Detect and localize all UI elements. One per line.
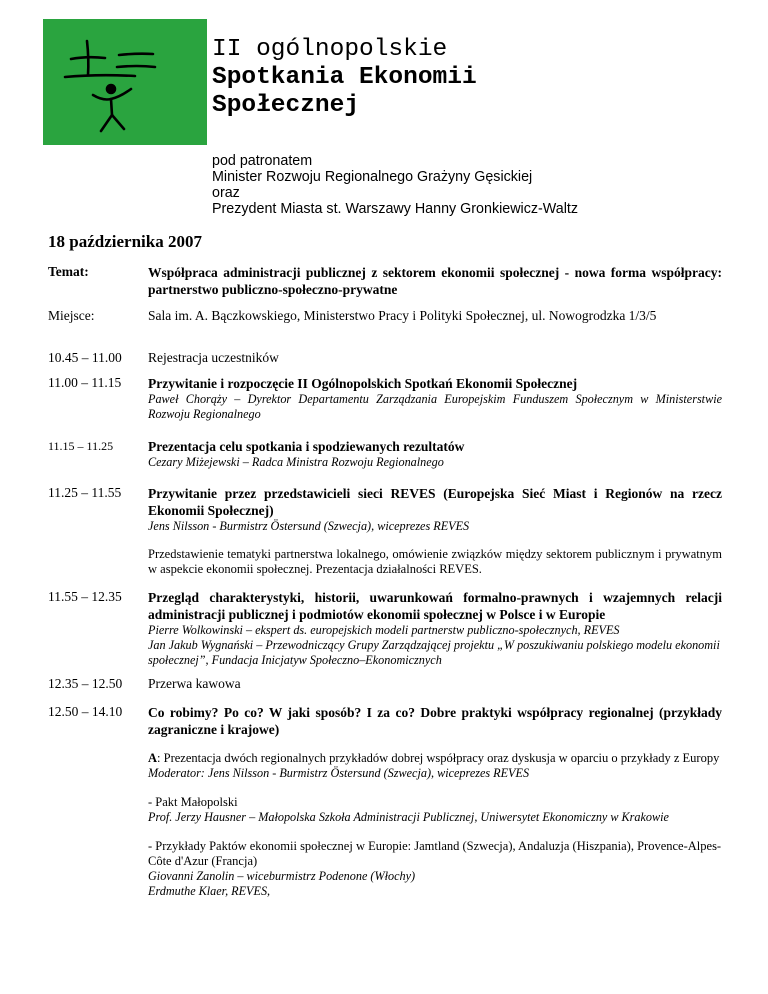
patronage-block <box>212 153 578 217</box>
topic-text: Współpraca administracji publicznej z sektorem ekonomii społecznej - nowa forma współpracy: partnerstwo publiczno-społeczno-prywatne <box>148 265 722 297</box>
patronage-line-3: oraz <box>212 185 240 201</box>
patronage-line-1: pod patronatem <box>212 153 313 169</box>
plus-minus-figure-logo <box>43 19 207 145</box>
event-title-line-1: II ogólnopolskie <box>212 36 448 63</box>
agenda-time: 11.55 – 12.35 <box>48 589 122 604</box>
agenda-time: 10.45 – 11.00 <box>48 350 122 365</box>
patronage-line-2: Minister Rozwoju Regionalnego Grażyny Gęsickiej <box>212 169 533 185</box>
agenda-speaker: Jan Jakub Wygnański – Przewodniczący Grupy Zarządzającej projektu „W poszukiwaniu polskiego modelu ekonomii społecznej”, Fundacja Inicjatyw Społeczno–Ekonomicznych <box>148 638 720 667</box>
agenda-time: 11.15 – 11.25 <box>48 439 114 453</box>
agenda-title: Przywitanie i rozpoczęcie II Ogólnopolskich Spotkań Ekonomii Społecznej <box>148 376 578 391</box>
agenda-speaker: Pierre Wolkowinski – ekspert ds. europejskich modeli partnerstw publiczno-społecznych, REVES <box>148 623 620 637</box>
event-title <box>212 36 477 120</box>
agenda-title: Przegląd charakterystyki, historii, uwarunkowań formalno-prawnych i wzajemnych relacji administracji publicznej i podmiotów ekonomii społecznej w Polsce i w Europie <box>148 590 722 622</box>
plus-minus-figure-icon <box>43 19 207 145</box>
place-label: Miejsce: <box>48 308 95 323</box>
event-date: 18 października 2007 <box>48 232 202 251</box>
agenda-description: Przedstawienie tematyki partnerstwa lokalnego, omówienie związków między sektorem publicznym i prywatnym w aspekcie ekonomii społecznej. Prezentacja działalności REVES. <box>148 547 722 576</box>
examples-speaker: Giovanni Zanolin – wiceburmistrz Podenone (Włochy) <box>148 869 416 883</box>
agenda-title: Prezentacja celu spotkania i spodziewanych rezultatów <box>148 439 465 454</box>
pakt-title: - Pakt Małopolski <box>148 795 238 809</box>
part-a-text: : Prezentacja dwóch regionalnych przykładów dobrej współpracy oraz dyskusja w oparciu o przykłady z Europy <box>157 751 720 765</box>
pakt-speaker: Prof. Jerzy Hausner – Małopolska Szkoła Administracji Publicznej, Uniwersytet Ekonomiczny w Krakowie <box>148 810 669 824</box>
agenda-title: Rejestracja uczestników <box>148 350 279 365</box>
event-title-line-3: Społecznej <box>212 92 360 119</box>
agenda-speaker: Paweł Chorąży – Dyrektor Departamentu Zarządzania Europejskim Funduszem Społecznym w Ministerstwie Rozwoju Regionalnego <box>148 392 722 421</box>
event-title-line-2: Spotkania Ekonomii <box>212 64 477 91</box>
agenda-time: 12.35 – 12.50 <box>48 676 123 691</box>
agenda-time: 11.25 – 11.55 <box>48 485 122 500</box>
agenda-speaker: Jens Nilsson - Burmistrz Östersund (Szwecja), wiceprezes REVES <box>148 519 470 533</box>
part-a-moderator: Moderator: Jens Nilsson - Burmistrz Östersund (Szwecja), wiceprezes REVES <box>148 766 530 780</box>
agenda-speaker: Cezary Miżejewski – Radca Ministra Rozwoju Regionalnego <box>148 455 444 469</box>
examples-text: - Przykłady Paktów ekonomii społecznej w Europie: Jamtland (Szwecja), Andaluzja (Hiszpania), Provence-Alpes-Côte d'Azur (Francja) <box>148 839 722 868</box>
examples-speaker: Erdmuthe Klaer, REVES, <box>148 884 271 898</box>
topic-label: Temat: <box>48 264 89 279</box>
patronage-line-4: Prezydent Miasta st. Warszawy Hanny Gronkiewicz-Waltz <box>212 201 578 217</box>
agenda-title: Przerwa kawowa <box>148 676 241 691</box>
agenda-time: 11.00 – 11.15 <box>48 375 122 390</box>
agenda-title: Przywitanie przez przedstawicieli sieci REVES (Europejska Sieć Miast i Regionów na rzecz Ekonomii Społecznej) <box>148 486 722 518</box>
part-a-label: A <box>148 751 158 765</box>
place-text: Sala im. A. Bączkowskiego, Ministerstwo Pracy i Polityki Społecznej, ul. Nowogrodzka 1/3/5 <box>148 308 657 323</box>
agenda-title: Co robimy? Po co? W jaki sposób? I za co? Dobre praktyki współpracy regionalnej (przykłady zagraniczne i krajowe) <box>148 705 722 737</box>
agenda-time: 12.50 – 14.10 <box>48 704 123 719</box>
